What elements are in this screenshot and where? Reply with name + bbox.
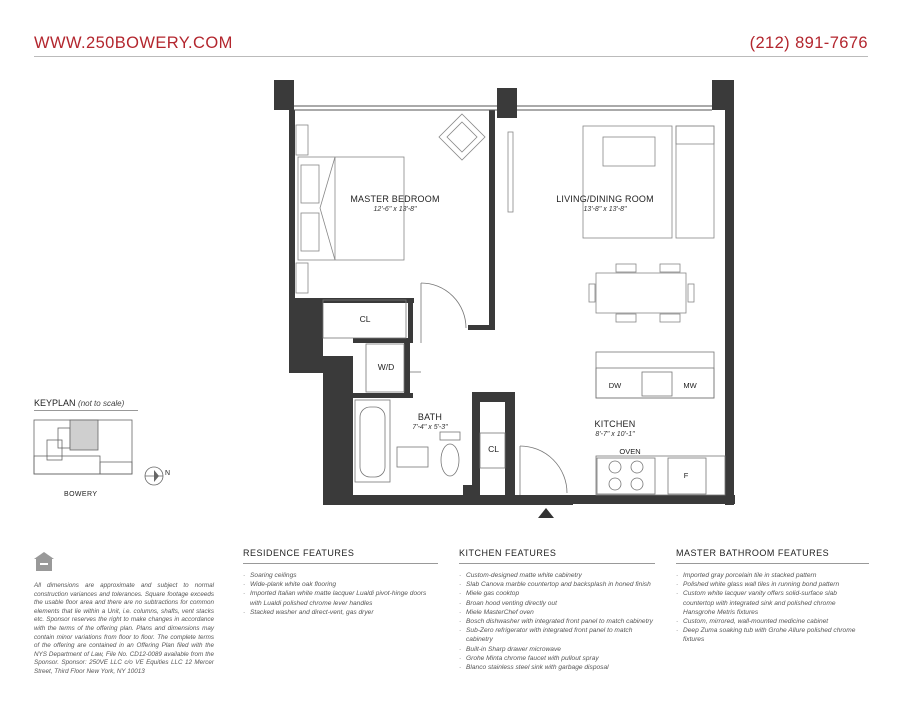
- phone-number[interactable]: (212) 891-7676: [749, 34, 868, 52]
- compass-north-label: N: [165, 470, 171, 477]
- closet-tag: CL: [488, 444, 499, 454]
- feature-title: KITCHEN FEATURES: [459, 548, 655, 564]
- microwave-tag: MW: [683, 381, 697, 390]
- feature-title: MASTER BATHROOM FEATURES: [676, 548, 869, 564]
- feature-item: · Grohe Minta chrome faucet with pullout spray: [459, 654, 655, 663]
- room-master-bedroom-label: MASTER BEDROOM: [350, 194, 440, 204]
- feature-item: · Custom white lacquer vanity offers solid-surface slab countertop with integrated sink and polished chrome Hansgrohe Metris fixtures: [676, 589, 869, 617]
- feature-item: · Sub-Zero refrigerator with integrated front panel to match cabinetry: [459, 626, 655, 644]
- master-bathroom-features: [676, 548, 869, 645]
- washer-dryer-tag: W/D: [377, 362, 395, 372]
- keyplan-title: KEYPLAN (not to scale): [34, 398, 125, 408]
- room-bath-label: BATH: [417, 412, 443, 422]
- feature-item: · Miele MasterChef oven: [459, 608, 655, 617]
- dishwasher-tag: DW: [608, 381, 622, 390]
- room-living-dining-dims: 13'-8" x 13'-8": [583, 206, 627, 213]
- keyplan-divider: [34, 410, 138, 411]
- fridge-tag: F: [683, 471, 689, 480]
- keyplan-note: (not to scale): [78, 399, 125, 408]
- feature-item: · Blanco stainless steel sink with garbage disposal: [459, 663, 655, 672]
- feature-item: · Imported Italian white matte lacquer Lualdi pivot-hinge doors with Lualdi polished chrome lever handles: [243, 589, 438, 607]
- oven-tag: OVEN: [619, 447, 641, 456]
- feature-item: · Polished white glass wall tiles in running bond pattern: [676, 580, 869, 589]
- room-kitchen-dims: 8'-7" x 10'-1": [595, 431, 635, 438]
- keyplan-drawing: [34, 420, 163, 485]
- feature-item: · Wide-plank white oak flooring: [243, 580, 438, 589]
- room-master-bedroom-dims: 12'-6" x 13'-8": [373, 206, 417, 213]
- closet-tag: CL: [359, 314, 371, 324]
- feature-item: · Bosch dishwasher with integrated front panel to match cabinetry: [459, 617, 655, 626]
- feature-item: · Built-in Sharp drawer microwave: [459, 645, 655, 654]
- feature-item: · Custom-designed matte white cabinetry: [459, 571, 655, 580]
- feature-item: · Broan hood venting directly out: [459, 599, 655, 608]
- feature-item: · Soaring ceilings: [243, 571, 438, 580]
- walls: [274, 80, 735, 505]
- equal-housing-icon: [34, 552, 54, 571]
- keyplan-street-label: BOWERY: [64, 491, 98, 498]
- room-kitchen-label: KITCHEN: [594, 419, 636, 429]
- feature-item: · Stacked washer and direct-vent, gas dryer: [243, 608, 438, 617]
- legal-disclaimer: All dimensions are approximate and subject to normal construction variances and tolerances. Square footage exceeds the usable floor area and there are no subtractions for common elements that lie within a Unit, i.e. columns, shafts, vent stacks etc. Sponsor reserves the right to make changes in accordance with the terms of the offering plan. Plans and dimensions may contain minor variations from floor to floor. The complete terms of the offering are contained in an Offering Plan filed with the NYS Department of Law, File No. CD12-0089 available from the Sponsor. Sponsor: 250VE LLC c/o VE Equities LLC 12 Mercer Street, Third Floor New York, NY 10013: [34, 582, 214, 675]
- feature-item: · Custom, mirrored, wall-mounted medicine cabinet: [676, 617, 869, 626]
- feature-title: RESIDENCE FEATURES: [243, 548, 438, 564]
- website-url[interactable]: WWW.250BOWERY.COM: [34, 34, 233, 52]
- feature-item: · Imported gray porcelain tile in stacked pattern: [676, 571, 869, 580]
- feature-item: · Miele gas cooktop: [459, 589, 655, 598]
- feature-item: · Deep Zuma soaking tub with Grohe Allure polished chrome fixtures: [676, 626, 869, 644]
- kitchen-features: [459, 548, 655, 672]
- feature-item: · Slab Canova marble countertop and backsplash in honed finish: [459, 580, 655, 589]
- room-living-dining-label: LIVING/DINING ROOM: [556, 194, 654, 204]
- residence-features: [243, 548, 438, 617]
- room-bath-dims: 7'-4" x 5'-3": [412, 424, 448, 431]
